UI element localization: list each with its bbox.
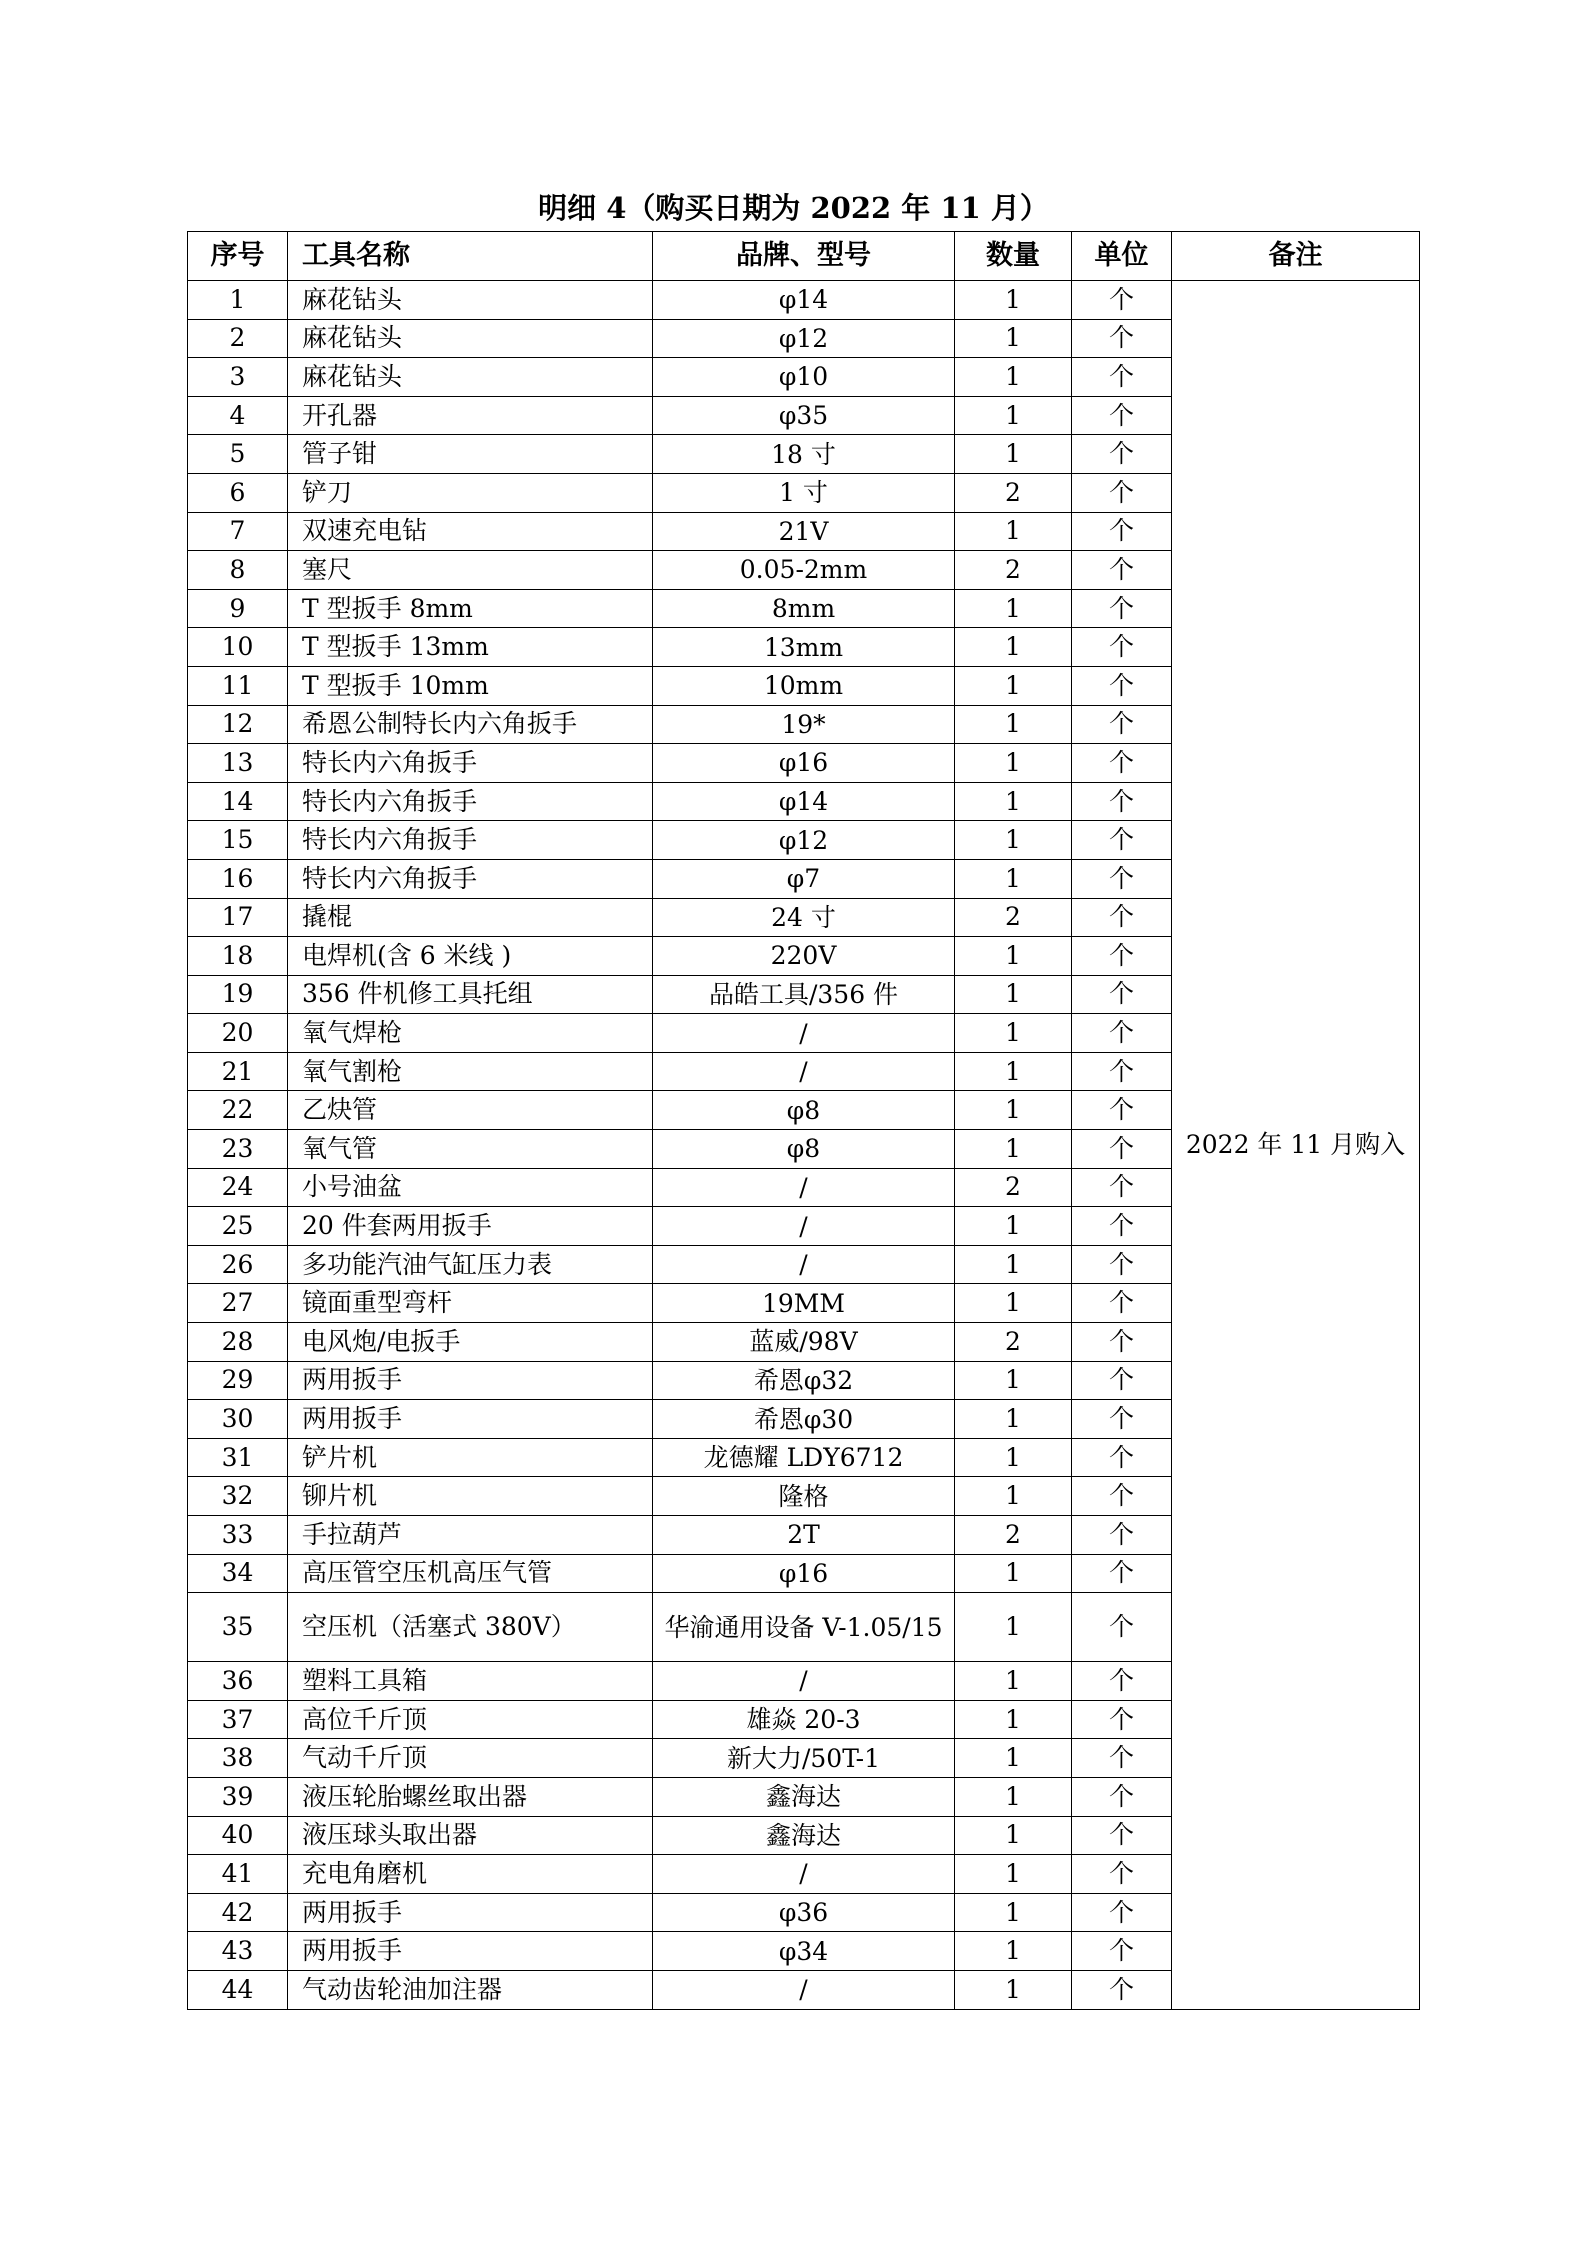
cell-qty: 1 (955, 1739, 1072, 1778)
cell-model: 隆格 (653, 1477, 955, 1516)
cell-name: 塑料工具箱 (288, 1662, 653, 1701)
cell-no: 38 (188, 1739, 288, 1778)
cell-unit: 个 (1072, 1052, 1172, 1091)
cell-model: 龙德耀 LDY6712 (653, 1438, 955, 1477)
cell-unit: 个 (1072, 975, 1172, 1014)
cell-unit: 个 (1072, 937, 1172, 976)
cell-no: 12 (188, 705, 288, 744)
cell-qty: 1 (955, 937, 1072, 976)
cell-unit: 个 (1072, 898, 1172, 937)
cell-no: 3 (188, 358, 288, 397)
cell-no: 30 (188, 1400, 288, 1439)
cell-qty: 2 (955, 1168, 1072, 1207)
cell-unit: 个 (1072, 1168, 1172, 1207)
cell-unit: 个 (1072, 1816, 1172, 1855)
cell-qty: 1 (955, 358, 1072, 397)
cell-name: 管子钳 (288, 435, 653, 474)
cell-model: 10mm (653, 666, 955, 705)
cell-qty: 1 (955, 396, 1072, 435)
cell-unit: 个 (1072, 1323, 1172, 1362)
cell-model: φ16 (653, 744, 955, 783)
cell-qty: 1 (955, 821, 1072, 860)
cell-no: 21 (188, 1052, 288, 1091)
cell-name: T 型扳手 10mm (288, 666, 653, 705)
cell-qty: 1 (955, 1400, 1072, 1439)
cell-name: 氧气割枪 (288, 1052, 653, 1091)
cell-no: 31 (188, 1438, 288, 1477)
cell-qty: 1 (955, 435, 1072, 474)
cell-name: 铲刀 (288, 473, 653, 512)
cell-no: 2 (188, 319, 288, 358)
header-qty: 数量 (955, 232, 1072, 281)
tool-detail-table (187, 231, 1420, 2010)
cell-model: φ14 (653, 782, 955, 821)
cell-unit: 个 (1072, 281, 1172, 320)
cell-no: 10 (188, 628, 288, 667)
cell-no: 14 (188, 782, 288, 821)
cell-qty: 1 (955, 1816, 1072, 1855)
cell-name: 铆片机 (288, 1477, 653, 1516)
cell-unit: 个 (1072, 589, 1172, 628)
header-remark: 备注 (1172, 232, 1420, 281)
cell-no: 41 (188, 1855, 288, 1894)
cell-model: φ10 (653, 358, 955, 397)
cell-model: / (653, 1245, 955, 1284)
cell-model: / (653, 1855, 955, 1894)
cell-name: 麻花钻头 (288, 358, 653, 397)
cell-qty: 1 (955, 319, 1072, 358)
cell-name: T 型扳手 8mm (288, 589, 653, 628)
cell-model: 鑫海达 (653, 1777, 955, 1816)
cell-no: 36 (188, 1662, 288, 1701)
cell-name: 特长内六角扳手 (288, 821, 653, 860)
cell-name: 两用扳手 (288, 1400, 653, 1439)
cell-model: 1 寸 (653, 473, 955, 512)
cell-qty: 1 (955, 1932, 1072, 1971)
cell-qty: 1 (955, 1855, 1072, 1894)
cell-unit: 个 (1072, 821, 1172, 860)
cell-no: 20 (188, 1014, 288, 1053)
cell-no: 24 (188, 1168, 288, 1207)
remark-cell: 2022 年 11 月购入 (1172, 281, 1420, 2010)
cell-qty: 1 (955, 1554, 1072, 1593)
table-header-row (188, 232, 1420, 281)
cell-unit: 个 (1072, 1284, 1172, 1323)
cell-name: 气动齿轮油加注器 (288, 1970, 653, 2009)
cell-unit: 个 (1072, 1554, 1172, 1593)
cell-model: 19MM (653, 1284, 955, 1323)
cell-name: 小号油盆 (288, 1168, 653, 1207)
cell-name: 两用扳手 (288, 1932, 653, 1971)
cell-no: 44 (188, 1970, 288, 2009)
cell-unit: 个 (1072, 1091, 1172, 1130)
cell-unit: 个 (1072, 1932, 1172, 1971)
cell-qty: 2 (955, 898, 1072, 937)
cell-qty: 2 (955, 1516, 1072, 1555)
cell-no: 13 (188, 744, 288, 783)
cell-name: 气动千斤顶 (288, 1739, 653, 1778)
cell-model: 0.05-2mm (653, 551, 955, 590)
cell-model: 220V (653, 937, 955, 976)
cell-name: 麻花钻头 (288, 281, 653, 320)
cell-qty: 1 (955, 1970, 1072, 2009)
cell-qty: 1 (955, 1130, 1072, 1169)
cell-qty: 1 (955, 705, 1072, 744)
cell-name: 氧气焊枪 (288, 1014, 653, 1053)
cell-unit: 个 (1072, 859, 1172, 898)
cell-no: 5 (188, 435, 288, 474)
cell-unit: 个 (1072, 512, 1172, 551)
cell-qty: 1 (955, 859, 1072, 898)
cell-unit: 个 (1072, 1477, 1172, 1516)
cell-name: 镜面重型弯杆 (288, 1284, 653, 1323)
cell-name: 空压机（活塞式 380V） (288, 1593, 653, 1662)
cell-unit: 个 (1072, 1207, 1172, 1246)
cell-model: 希恩φ32 (653, 1361, 955, 1400)
cell-unit: 个 (1072, 1438, 1172, 1477)
cell-unit: 个 (1072, 1855, 1172, 1894)
cell-unit: 个 (1072, 666, 1172, 705)
cell-unit: 个 (1072, 1593, 1172, 1662)
cell-name: 电焊机(含 6 米线 ) (288, 937, 653, 976)
cell-unit: 个 (1072, 1130, 1172, 1169)
cell-model: / (653, 1970, 955, 2009)
cell-unit: 个 (1072, 1361, 1172, 1400)
cell-qty: 1 (955, 628, 1072, 667)
cell-model: φ34 (653, 1932, 955, 1971)
cell-name: 特长内六角扳手 (288, 782, 653, 821)
cell-qty: 1 (955, 1438, 1072, 1477)
cell-unit: 个 (1072, 1700, 1172, 1739)
cell-qty: 1 (955, 975, 1072, 1014)
cell-model: / (653, 1014, 955, 1053)
cell-name: 20 件套两用扳手 (288, 1207, 653, 1246)
cell-name: 铲片机 (288, 1438, 653, 1477)
table-row (188, 281, 1420, 320)
cell-qty: 1 (955, 1052, 1072, 1091)
cell-unit: 个 (1072, 319, 1172, 358)
cell-no: 8 (188, 551, 288, 590)
cell-no: 16 (188, 859, 288, 898)
cell-no: 28 (188, 1323, 288, 1362)
cell-unit: 个 (1072, 1245, 1172, 1284)
cell-model: 18 寸 (653, 435, 955, 474)
cell-unit: 个 (1072, 628, 1172, 667)
cell-name: 双速充电钻 (288, 512, 653, 551)
cell-name: T 型扳手 13mm (288, 628, 653, 667)
cell-qty: 1 (955, 1700, 1072, 1739)
header-no: 序号 (188, 232, 288, 281)
cell-no: 1 (188, 281, 288, 320)
cell-name: 乙炔管 (288, 1091, 653, 1130)
cell-unit: 个 (1072, 705, 1172, 744)
cell-unit: 个 (1072, 358, 1172, 397)
cell-name: 电风炮/电扳手 (288, 1323, 653, 1362)
cell-model: φ14 (653, 281, 955, 320)
cell-no: 19 (188, 975, 288, 1014)
cell-qty: 1 (955, 1477, 1072, 1516)
cell-model: 21V (653, 512, 955, 551)
cell-name: 高压管空压机高压气管 (288, 1554, 653, 1593)
cell-name: 希恩公制特长内六角扳手 (288, 705, 653, 744)
cell-name: 液压球头取出器 (288, 1816, 653, 1855)
cell-model: φ36 (653, 1893, 955, 1932)
cell-qty: 1 (955, 666, 1072, 705)
cell-model: / (653, 1207, 955, 1246)
cell-qty: 2 (955, 1323, 1072, 1362)
cell-model: 希恩φ30 (653, 1400, 955, 1439)
cell-model: / (653, 1168, 955, 1207)
cell-name: 充电角磨机 (288, 1855, 653, 1894)
cell-no: 39 (188, 1777, 288, 1816)
cell-no: 11 (188, 666, 288, 705)
cell-name: 手拉葫芦 (288, 1516, 653, 1555)
cell-no: 6 (188, 473, 288, 512)
cell-model: 新大力/50T-1 (653, 1739, 955, 1778)
cell-qty: 1 (955, 1014, 1072, 1053)
cell-name: 两用扳手 (288, 1361, 653, 1400)
cell-name: 撬棍 (288, 898, 653, 937)
cell-qty: 2 (955, 473, 1072, 512)
cell-qty: 1 (955, 1662, 1072, 1701)
cell-qty: 1 (955, 1893, 1072, 1932)
cell-no: 29 (188, 1361, 288, 1400)
cell-model: 24 寸 (653, 898, 955, 937)
cell-model: 19* (653, 705, 955, 744)
cell-model: 鑫海达 (653, 1816, 955, 1855)
cell-qty: 1 (955, 1284, 1072, 1323)
cell-name: 特长内六角扳手 (288, 744, 653, 783)
cell-qty: 1 (955, 1091, 1072, 1130)
cell-model: φ12 (653, 319, 955, 358)
cell-model: φ8 (653, 1091, 955, 1130)
cell-no: 32 (188, 1477, 288, 1516)
cell-qty: 1 (955, 281, 1072, 320)
cell-unit: 个 (1072, 1970, 1172, 2009)
cell-no: 15 (188, 821, 288, 860)
cell-name: 液压轮胎螺丝取出器 (288, 1777, 653, 1816)
cell-name: 高位千斤顶 (288, 1700, 653, 1739)
cell-no: 33 (188, 1516, 288, 1555)
cell-model: 华渝通用设备 V-1.05/15 (653, 1593, 955, 1662)
cell-qty: 1 (955, 512, 1072, 551)
cell-no: 18 (188, 937, 288, 976)
cell-no: 23 (188, 1130, 288, 1169)
cell-model: 品皓工具/356 件 (653, 975, 955, 1014)
cell-no: 9 (188, 589, 288, 628)
cell-unit: 个 (1072, 1893, 1172, 1932)
cell-no: 42 (188, 1893, 288, 1932)
cell-qty: 1 (955, 1777, 1072, 1816)
cell-no: 40 (188, 1816, 288, 1855)
cell-no: 34 (188, 1554, 288, 1593)
cell-unit: 个 (1072, 435, 1172, 474)
cell-qty: 1 (955, 744, 1072, 783)
cell-no: 37 (188, 1700, 288, 1739)
cell-qty: 2 (955, 551, 1072, 590)
cell-model: / (653, 1052, 955, 1091)
cell-unit: 个 (1072, 551, 1172, 590)
cell-qty: 1 (955, 1593, 1072, 1662)
cell-qty: 1 (955, 1245, 1072, 1284)
cell-unit: 个 (1072, 1662, 1172, 1701)
cell-unit: 个 (1072, 744, 1172, 783)
cell-qty: 1 (955, 1361, 1072, 1400)
cell-no: 35 (188, 1593, 288, 1662)
cell-unit: 个 (1072, 1516, 1172, 1555)
cell-model: φ12 (653, 821, 955, 860)
cell-qty: 1 (955, 589, 1072, 628)
cell-name: 麻花钻头 (288, 319, 653, 358)
cell-name: 356 件机修工具托组 (288, 975, 653, 1014)
cell-model: / (653, 1662, 955, 1701)
cell-no: 17 (188, 898, 288, 937)
cell-qty: 1 (955, 1207, 1072, 1246)
cell-no: 7 (188, 512, 288, 551)
cell-unit: 个 (1072, 1014, 1172, 1053)
header-model: 品牌、型号 (653, 232, 955, 281)
cell-model: 2T (653, 1516, 955, 1555)
cell-name: 特长内六角扳手 (288, 859, 653, 898)
cell-no: 43 (188, 1932, 288, 1971)
cell-unit: 个 (1072, 473, 1172, 512)
cell-no: 26 (188, 1245, 288, 1284)
document-title: 明细 4（购买日期为 2022 年 11 月） (538, 191, 1049, 225)
cell-model: 雄焱 20-3 (653, 1700, 955, 1739)
cell-unit: 个 (1072, 1739, 1172, 1778)
cell-model: 13mm (653, 628, 955, 667)
cell-no: 27 (188, 1284, 288, 1323)
header-name: 工具名称 (288, 232, 653, 281)
header-unit: 单位 (1072, 232, 1172, 281)
cell-name: 开孔器 (288, 396, 653, 435)
cell-unit: 个 (1072, 782, 1172, 821)
cell-model: 蓝威/98V (653, 1323, 955, 1362)
cell-name: 氧气管 (288, 1130, 653, 1169)
cell-qty: 1 (955, 782, 1072, 821)
cell-unit: 个 (1072, 1777, 1172, 1816)
cell-unit: 个 (1072, 1400, 1172, 1439)
cell-no: 25 (188, 1207, 288, 1246)
table-body (188, 281, 1420, 2010)
cell-name: 多功能汽油气缸压力表 (288, 1245, 653, 1284)
cell-model: φ16 (653, 1554, 955, 1593)
cell-model: φ8 (653, 1130, 955, 1169)
cell-unit: 个 (1072, 396, 1172, 435)
cell-model: φ7 (653, 859, 955, 898)
cell-model: φ35 (653, 396, 955, 435)
cell-name: 塞尺 (288, 551, 653, 590)
cell-model: 8mm (653, 589, 955, 628)
cell-no: 4 (188, 396, 288, 435)
cell-name: 两用扳手 (288, 1893, 653, 1932)
cell-no: 22 (188, 1091, 288, 1130)
